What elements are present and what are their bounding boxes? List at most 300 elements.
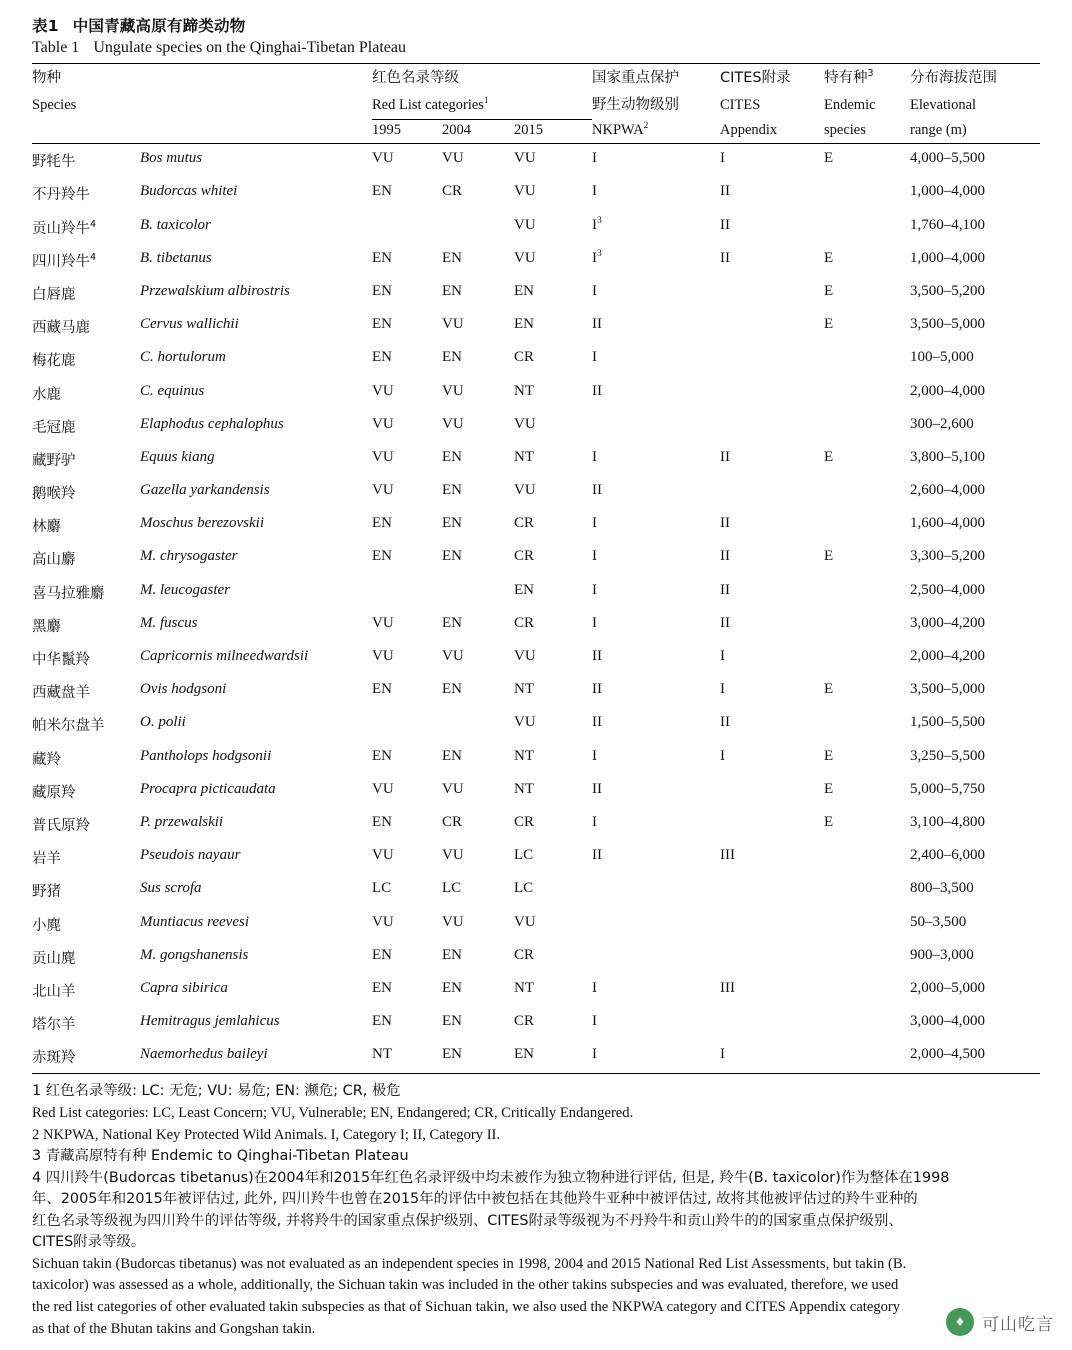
header-year-2004: 2004 (442, 122, 471, 139)
header-spacer-4 (140, 120, 372, 144)
cell-redlist-2004-text: EN (442, 747, 462, 764)
cell-endemic (824, 177, 910, 210)
cell-redlist-2015 (514, 808, 592, 841)
cell-redlist-2004 (442, 1040, 514, 1074)
cell-endemic (824, 277, 910, 310)
cell-elevation (910, 874, 1040, 907)
cell-redlist-1995-text: EN (372, 249, 392, 266)
cell-nkpwa (592, 343, 720, 376)
table-row (32, 941, 1040, 974)
cell-species-cn (32, 941, 140, 974)
cell-elevation-text: 2,000–4,500 (910, 1046, 985, 1063)
cell-cites (720, 277, 824, 310)
header-year-1995: 1995 (372, 122, 401, 139)
table-row (32, 1040, 1040, 1074)
cell-redlist-1995-text: EN (372, 515, 392, 532)
cell-endemic-text: E (824, 548, 834, 565)
watermark-logo-icon: ♦ (946, 1308, 974, 1336)
cell-endemic (824, 742, 910, 775)
cell-redlist-2015 (514, 974, 592, 1007)
cell-cites (720, 974, 824, 1007)
footnote-4-cn-line1: 4 四川羚牛(Budorcas tibetanus)在2004年和2015年红色名录评级中均未被作为独立物种进行评估, 但是, 羚牛(B. taxicolor)作为整体在1998 (32, 1169, 950, 1186)
cell-redlist-1995 (372, 1040, 442, 1074)
cell-redlist-1995 (372, 675, 442, 708)
header-elev-en-1: Elevational (910, 97, 977, 114)
cell-redlist-2015 (514, 742, 592, 775)
cell-redlist-1995 (372, 708, 442, 741)
cell-cites-text: II (720, 515, 730, 532)
cell-redlist-2004-text: EN (442, 979, 462, 996)
cell-nkpwa-text: I (592, 448, 597, 465)
cell-redlist-1995 (372, 742, 442, 775)
cell-cites (720, 1007, 824, 1040)
cell-elevation-text: 3,250–5,500 (910, 747, 985, 764)
cell-cites (720, 775, 824, 808)
cell-redlist-2015 (514, 907, 592, 940)
cell-redlist-1995 (372, 874, 442, 907)
cell-redlist-1995-text: VU (372, 448, 394, 465)
cell-elevation-text: 800–3,500 (910, 880, 974, 897)
cell-redlist-2004-text: EN (442, 681, 462, 698)
footnote-1-en: Red List categories: LC, Least Concern; VU, Vulnerable; EN, Endangered; CR, Critically Endangered. (32, 1104, 634, 1121)
cell-redlist-2015 (514, 775, 592, 808)
cell-cites (720, 708, 824, 741)
cell-endemic-text: E (824, 316, 834, 333)
cell-elevation (910, 310, 1040, 343)
cell-redlist-1995 (372, 376, 442, 409)
cell-species-cn-text: 喜马拉雅麝 (32, 585, 105, 602)
cell-elevation (910, 708, 1040, 741)
header-elev-cn: 分布海拔范围 (910, 70, 997, 86)
cell-nkpwa-text: I (592, 249, 597, 266)
cell-endemic (824, 509, 910, 542)
table-row (32, 808, 1040, 841)
cell-cites-text: II (720, 614, 730, 631)
cell-species-cn (32, 244, 140, 277)
cell-species-scientific (140, 808, 372, 841)
cell-redlist-1995 (372, 277, 442, 310)
header-nkpwa-sup: 2 (643, 121, 649, 132)
ungulate-species-table (32, 63, 1040, 1074)
cell-elevation-text: 1,600–4,000 (910, 515, 985, 532)
cell-elevation-text: 2,600–4,000 (910, 482, 985, 499)
cell-redlist-1995-text: VU (372, 913, 394, 930)
cell-species-scientific-text: Bos mutus (140, 150, 203, 167)
cell-redlist-1995 (372, 144, 442, 178)
cell-cites (720, 310, 824, 343)
cell-redlist-2015-text: EN (514, 1046, 534, 1063)
cell-nkpwa (592, 211, 720, 244)
cell-redlist-2015-text: NT (514, 747, 534, 764)
cell-nkpwa-text: I (592, 614, 597, 631)
cell-species-scientific (140, 376, 372, 409)
cell-redlist-2015 (514, 509, 592, 542)
cell-nkpwa (592, 244, 720, 277)
cell-species-scientific (140, 476, 372, 509)
header-spacer-2 (140, 91, 372, 118)
table-row (32, 410, 1040, 443)
cell-redlist-2015-text: VU (514, 415, 536, 432)
cell-redlist-1995-text: EN (372, 183, 392, 200)
cell-species-scientific-text: Hemitragus jemlahicus (140, 1013, 280, 1030)
cell-endemic (824, 642, 910, 675)
cell-redlist-1995 (372, 410, 442, 443)
cell-redlist-2004 (442, 144, 514, 178)
cell-redlist-1995-text: EN (372, 813, 392, 830)
cell-species-cn-text: 野牦牛 (32, 154, 76, 171)
cell-elevation (910, 1040, 1040, 1074)
cell-nkpwa (592, 874, 720, 907)
footnote-4-en-line1: Sichuan takin (Budorcas tibetanus) was not evaluated as an independent species in 1998, 2004 and 2015 National Red List Assessments, but takin (B. (32, 1255, 907, 1272)
cell-cites (720, 376, 824, 409)
cell-elevation-text: 1,760–4,100 (910, 216, 985, 233)
cell-species-cn (32, 1007, 140, 1040)
footnote-1-cn: 1 红色名录等级: LC: 无危; VU: 易危; EN: 濒危; CR, 极危 (32, 1083, 401, 1100)
cell-nkpwa (592, 542, 720, 575)
cell-elevation (910, 808, 1040, 841)
cell-redlist-2015-text: NT (514, 780, 534, 797)
cell-nkpwa-text: I (592, 515, 597, 532)
cell-cites-text: I (720, 681, 725, 698)
cell-endemic-text: E (824, 448, 834, 465)
cell-redlist-2015 (514, 609, 592, 642)
header-spacer-1 (140, 64, 372, 91)
cell-nkpwa-text: II (592, 847, 602, 864)
cell-redlist-2004 (442, 177, 514, 210)
cell-elevation (910, 211, 1040, 244)
cell-species-scientific-text: P. przewalskii (140, 813, 224, 830)
cell-redlist-1995 (372, 244, 442, 277)
cell-redlist-2004 (442, 576, 514, 609)
cell-endemic-text: E (824, 249, 834, 266)
footnote-4-cn-line4: CITES附录等级。 (32, 1234, 146, 1251)
cell-species-cn (32, 1040, 140, 1074)
cell-redlist-2004 (442, 775, 514, 808)
caption-chinese-label: 表1 (32, 17, 59, 35)
cell-redlist-1995 (372, 642, 442, 675)
cell-species-scientific (140, 177, 372, 210)
table-row (32, 144, 1040, 178)
cell-species-scientific-text: B. tibetanus (140, 249, 212, 266)
cell-redlist-2015-text: EN (514, 282, 534, 299)
cell-redlist-2004-text: LC (442, 880, 462, 897)
cell-elevation (910, 675, 1040, 708)
table-row (32, 509, 1040, 542)
cell-endemic (824, 775, 910, 808)
cell-species-scientific-text: C. equinus (140, 382, 205, 399)
cell-species-scientific-text: Gazella yarkandensis (140, 482, 270, 499)
cell-nkpwa-text: I (592, 747, 597, 764)
cell-redlist-2004-text: EN (442, 349, 462, 366)
cell-redlist-1995 (372, 542, 442, 575)
cell-endemic-text: E (824, 780, 834, 797)
caption-english-label: Table 1 (32, 39, 80, 56)
cell-elevation-text: 300–2,600 (910, 415, 974, 432)
cell-redlist-2004-text: VU (442, 150, 464, 167)
table-row (32, 277, 1040, 310)
cell-species-cn-text: 不丹羚牛 (32, 187, 90, 204)
cell-redlist-2004 (442, 609, 514, 642)
cell-redlist-1995 (372, 310, 442, 343)
cell-redlist-2004-text: VU (442, 913, 464, 930)
cell-species-scientific-text: B. taxicolor (140, 216, 211, 233)
cell-species-cn-text: 岩羊 (32, 851, 61, 868)
header-row-main (32, 64, 1040, 91)
table-row (32, 974, 1040, 1007)
cell-endemic (824, 1040, 910, 1074)
cell-redlist-2004-text: EN (442, 249, 462, 266)
cell-cites (720, 509, 824, 542)
cell-elevation-text: 2,000–4,200 (910, 648, 985, 665)
watermark-text: 可山吃言 (982, 1314, 1054, 1335)
cell-species-scientific (140, 576, 372, 609)
cell-cites (720, 244, 824, 277)
cell-elevation-text: 3,000–4,000 (910, 1013, 985, 1030)
cell-species-scientific-text: Elaphodus cephalophus (140, 415, 284, 432)
cell-redlist-1995 (372, 775, 442, 808)
cell-elevation-text: 3,300–5,200 (910, 548, 985, 565)
cell-elevation (910, 376, 1040, 409)
cell-redlist-1995 (372, 576, 442, 609)
cell-species-scientific-text: Sus scrofa (140, 880, 202, 897)
cell-cites-text: II (720, 249, 730, 266)
cell-redlist-1995 (372, 509, 442, 542)
cell-species-scientific (140, 509, 372, 542)
cell-redlist-1995 (372, 609, 442, 642)
cell-endemic-text: E (824, 150, 834, 167)
cell-species-scientific (140, 443, 372, 476)
cell-cites (720, 609, 824, 642)
cell-redlist-2015-text: CR (514, 1013, 535, 1030)
table-row (32, 675, 1040, 708)
cell-species-cn-text: 白唇鹿 (32, 286, 76, 303)
cell-endemic (824, 542, 910, 575)
table-row (32, 576, 1040, 609)
cell-redlist-1995 (372, 974, 442, 1007)
cell-endemic (824, 675, 910, 708)
cell-species-scientific-text: Muntiacus reevesi (140, 913, 249, 930)
cell-nkpwa-text: II (592, 382, 602, 399)
cell-cites-text: II (720, 714, 730, 731)
cell-species-scientific-text: Equus kiang (140, 448, 215, 465)
cell-nkpwa (592, 509, 720, 542)
cell-redlist-2004 (442, 443, 514, 476)
cell-redlist-2015-text: VU (514, 249, 536, 266)
cell-species-cn-text: 塔尔羊 (32, 1017, 76, 1034)
cell-cites (720, 343, 824, 376)
cell-redlist-2004-text: EN (442, 548, 462, 565)
cell-nkpwa (592, 177, 720, 210)
table-row (32, 642, 1040, 675)
cell-species-scientific-text: Naemorhedus baileyi (140, 1046, 268, 1063)
cell-redlist-2004 (442, 277, 514, 310)
caption-english-title: Ungulate species on the Qinghai-Tibetan Plateau (93, 39, 406, 56)
cell-species-cn (32, 576, 140, 609)
cell-endemic (824, 343, 910, 376)
cell-species-scientific (140, 1040, 372, 1074)
cell-elevation-text: 1,000–4,000 (910, 249, 985, 266)
cell-nkpwa (592, 941, 720, 974)
cell-species-cn-text: 水鹿 (32, 386, 61, 403)
cell-species-cn (32, 907, 140, 940)
cell-nkpwa-text: II (592, 316, 602, 333)
cell-redlist-1995-text: EN (372, 349, 392, 366)
cell-redlist-1995-text: VU (372, 415, 394, 432)
cell-elevation (910, 476, 1040, 509)
table-head (32, 64, 1040, 144)
cell-species-cn (32, 609, 140, 642)
cell-nkpwa (592, 576, 720, 609)
cell-nkpwa-sup: 3 (597, 215, 602, 226)
cell-redlist-2015 (514, 211, 592, 244)
cell-species-cn (32, 509, 140, 542)
footnote-3-cn: 3 青藏高原特有种 Endemic to Qinghai-Tibetan Plateau (32, 1148, 409, 1165)
cell-redlist-1995-text: NT (372, 1046, 392, 1063)
cell-endemic-text: E (824, 813, 834, 830)
cell-cites (720, 144, 824, 178)
cell-elevation (910, 841, 1040, 874)
table-row (32, 476, 1040, 509)
table-row (32, 211, 1040, 244)
cell-redlist-2015-text: CR (514, 946, 535, 963)
cell-nkpwa-text: I (592, 349, 597, 366)
cell-redlist-2004 (442, 642, 514, 675)
cell-species-scientific-text: Capra sibirica (140, 979, 228, 996)
cell-cites (720, 211, 824, 244)
cell-redlist-1995-text: LC (372, 880, 392, 897)
cell-elevation-text: 2,500–4,000 (910, 581, 985, 598)
cell-nkpwa-text: I (592, 183, 597, 200)
cell-cites (720, 941, 824, 974)
cell-redlist-2015 (514, 277, 592, 310)
cell-nkpwa (592, 476, 720, 509)
cell-nkpwa (592, 708, 720, 741)
header-nkpwa-cn-2: 野生动物级别 (592, 96, 679, 113)
cell-redlist-2004 (442, 874, 514, 907)
cell-redlist-1995-text: EN (372, 1013, 392, 1030)
cell-redlist-1995 (372, 211, 442, 244)
cell-species-scientific (140, 277, 372, 310)
cell-redlist-2004 (442, 542, 514, 575)
table-row (32, 542, 1040, 575)
cell-species-cn-text: 贡山麂 (32, 950, 76, 967)
cell-elevation-text: 3,800–5,100 (910, 448, 985, 465)
cell-species-cn-text: 毛冠鹿 (32, 419, 76, 436)
cell-species-scientific-text: C. hortulorum (140, 349, 226, 366)
cell-redlist-2004-text: EN (442, 482, 462, 499)
cell-redlist-2015 (514, 244, 592, 277)
cell-nkpwa (592, 1007, 720, 1040)
cell-nkpwa-text: I (592, 813, 597, 830)
cell-species-scientific (140, 542, 372, 575)
cell-nkpwa-sup: 3 (597, 248, 602, 259)
cell-species-cn-text: 野猪 (32, 884, 61, 901)
cell-redlist-2015 (514, 841, 592, 874)
cell-redlist-2015 (514, 343, 592, 376)
cell-nkpwa-text: II (592, 780, 602, 797)
cell-redlist-1995-text: VU (372, 150, 394, 167)
cell-species-scientific-text: M. leucogaster (140, 581, 230, 598)
cell-nkpwa-text: I (592, 150, 597, 167)
cell-redlist-2015-text: CR (514, 515, 535, 532)
cell-redlist-2015-text: NT (514, 681, 534, 698)
cell-elevation (910, 941, 1040, 974)
cell-redlist-1995-text: EN (372, 548, 392, 565)
cell-species-cn (32, 542, 140, 575)
cell-redlist-2004 (442, 675, 514, 708)
cell-nkpwa (592, 410, 720, 443)
cell-species-cn (32, 211, 140, 244)
cell-redlist-1995-text: EN (372, 979, 392, 996)
cell-cites-text: I (720, 150, 725, 167)
cell-cites-text: II (720, 581, 730, 598)
cell-species-scientific (140, 211, 372, 244)
cell-redlist-2004 (442, 841, 514, 874)
cell-redlist-1995 (372, 177, 442, 210)
cell-elevation (910, 144, 1040, 178)
header-year-2015: 2015 (514, 122, 543, 139)
cell-nkpwa (592, 609, 720, 642)
cell-elevation (910, 1007, 1040, 1040)
cell-endemic (824, 941, 910, 974)
cell-redlist-1995-text: VU (372, 382, 394, 399)
cell-cites-text: II (720, 216, 730, 233)
cell-species-scientific (140, 775, 372, 808)
cell-species-cn-text: 藏野驴 (32, 452, 76, 469)
cell-elevation-text: 3,500–5,000 (910, 316, 985, 333)
cell-nkpwa (592, 841, 720, 874)
cell-redlist-2004 (442, 410, 514, 443)
cell-redlist-1995 (372, 443, 442, 476)
cell-redlist-1995 (372, 1007, 442, 1040)
cell-species-cn (32, 443, 140, 476)
footnote-4-cn-line3: 红色名录等级视为四川羚牛的评估等级, 并将羚牛的国家重点保护级别、CITES附录等级视为不丹羚牛和贡山羚牛的的国家重点保护级别、 (32, 1212, 903, 1229)
cell-elevation-text: 1,000–4,000 (910, 183, 985, 200)
cell-species-scientific-text: M. chrysogaster (140, 548, 238, 565)
cell-redlist-2015-text: VU (514, 913, 536, 930)
cell-endemic (824, 310, 910, 343)
cell-redlist-2004 (442, 708, 514, 741)
cell-species-cn (32, 177, 140, 210)
cell-redlist-2015 (514, 576, 592, 609)
cell-species-scientific-text: Capricornis milneedwardsii (140, 648, 309, 665)
caption-chinese-title: 中国青藏高原有蹄类动物 (72, 17, 246, 35)
cell-species-scientific-text: Moschus berezovskii (140, 515, 264, 532)
cell-redlist-2004-text: EN (442, 1046, 462, 1063)
cell-species-cn-text: 黑麝 (32, 618, 61, 635)
cell-redlist-1995-text: VU (372, 847, 394, 864)
cell-cites (720, 410, 824, 443)
cell-redlist-2004-text: EN (442, 614, 462, 631)
header-species-en: Species (32, 97, 77, 114)
cell-cites (720, 177, 824, 210)
cell-species-scientific (140, 642, 372, 675)
cell-cites-text: I (720, 648, 725, 665)
cell-species-scientific-text: Pantholops hodgsonii (140, 747, 272, 764)
cell-species-cn (32, 310, 140, 343)
cell-cites-text: II (720, 183, 730, 200)
cell-nkpwa (592, 675, 720, 708)
cell-redlist-2015 (514, 144, 592, 178)
cell-elevation (910, 177, 1040, 210)
cell-endemic (824, 874, 910, 907)
cell-redlist-1995-text: EN (372, 316, 392, 333)
footnote-4-en-line4: as that of the Bhutan takins and Gongshan takin. (32, 1320, 316, 1337)
cell-elevation (910, 277, 1040, 310)
cell-nkpwa (592, 775, 720, 808)
cell-elevation (910, 542, 1040, 575)
cell-endemic (824, 609, 910, 642)
